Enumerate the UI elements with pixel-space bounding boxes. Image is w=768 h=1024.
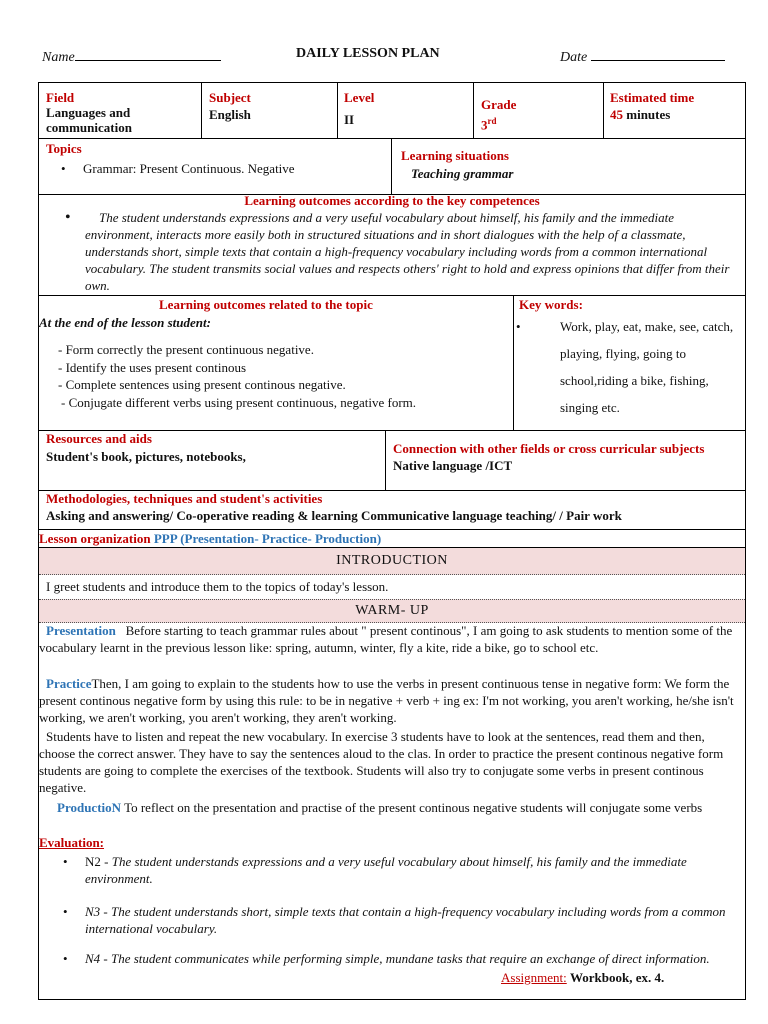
resources-label: Resources and aids	[46, 431, 152, 446]
topic-outcomes-label: Learning outcomes related to the topic	[159, 297, 373, 312]
subject-label: Subject	[209, 90, 251, 105]
methodologies-label: Methodologies, techniques and student's activities	[46, 491, 323, 506]
outcome-item-2: - Identify the uses present continous	[58, 360, 247, 375]
field-value: Languages and communication	[46, 105, 132, 135]
keywords-list: Work, play, eat, make, see, catch, playing, flying, going to school,riding a bike, fishing, singing etc.	[560, 319, 734, 415]
level-label: Level	[344, 90, 375, 105]
topic-outcomes-intro: At the end of the lesson student:	[39, 315, 211, 330]
practice-paragraph: PracticeThen, I am going to explain to the students how to use the verbs in present continuous tense in negative form: We form the present continous negative form by using this rule: to be in negative + verb + ing ex: I'm not working, you aren't working, he/she isn't working, we aren't working, you aren't working, they aren't working.	[39, 676, 734, 725]
introduction-text: I greet students and introduce them to the topics of today's lesson.	[46, 579, 389, 594]
grade-label: Grade	[481, 97, 517, 112]
methodologies-value: Asking and answering/ Co-operative reading & learning Communicative language teaching/ / Pair work	[46, 508, 622, 523]
outcome-item-4: - Conjugate different verbs using present continuous, negative form.	[61, 395, 417, 410]
name-blank	[75, 46, 221, 61]
evaluation-item-n2: N2 - The student understands expressions and a very useful vocabulary about himself, his family and the immediate environment.	[85, 854, 687, 886]
name-label: Name	[42, 46, 221, 66]
connection-cell: Connection with other fields or cross curricular subjects Native language /ICT	[393, 441, 705, 473]
date-label: Date	[560, 46, 725, 66]
introduction-header: INTRODUCTION	[39, 547, 745, 575]
learning-situations-value: Teaching grammar	[411, 166, 514, 181]
assignment: Assignment: Workbook, ex. 4.	[501, 970, 665, 985]
presentation-paragraph: Presentation Before starting to teach grammar rules about " present continous", I am going to ask students to mention some of the vocabulary learnt in the previous lesson like: spring, autumn, winter, fly a kite, ride a bike, go to school etc.	[39, 623, 733, 655]
topics-label: Topics	[46, 141, 82, 156]
grade-value: 3rd	[481, 116, 497, 133]
evaluation-item-n4: N4 - The student communicates while performing simple, mundane tasks that require an exchange of direct information.	[85, 951, 710, 966]
outcome-item-1: - Form correctly the present continuous negative.	[58, 342, 314, 357]
bullet: •	[65, 209, 71, 226]
lesson-plan-table	[38, 82, 746, 1000]
production-paragraph: ProductioN To reflect on the presentation and practise of the present continous negative students will conjugate some verbs	[57, 800, 703, 815]
level-value: II	[344, 112, 355, 127]
evaluation-item-n3: N3 - The student understands short, simple texts that contain a high-frequency vocabulary including words from a common international vocabulary.	[85, 904, 726, 936]
lesson-organization: Lesson organization PPP (Presentation- Practice- Production)	[39, 531, 382, 546]
key-competences-label: Learning outcomes according to the key competences	[244, 193, 540, 208]
time-label: Estimated time	[610, 90, 695, 105]
field-label: Field	[46, 90, 75, 105]
document-title: DAILY LESSON PLAN	[296, 46, 440, 61]
warmup-header: WARM- UP	[39, 599, 745, 623]
evaluation-label: Evaluation:	[39, 835, 105, 850]
keywords-label: Key words:	[519, 297, 583, 312]
time-value: 45 minutes	[610, 107, 671, 122]
subject-value: English	[209, 107, 251, 122]
resources-value: Student's book, pictures, notebooks,	[46, 449, 246, 464]
learning-situations-label: Learning situations	[401, 148, 509, 163]
outcome-item-3: - Complete sentences using present continous negative.	[58, 377, 346, 392]
topics-item: Grammar: Present Continuous. Negative	[83, 161, 295, 176]
practice-paragraph-2: Students have to listen and repeat the new vocabulary. In exercise 3 students have to look at the sentences, read them and then, choose the correct answer. They have to say the sentences aloud to the clas. In order to practice the present continous negative form students are going to complete the exercises of the textbook. Students will also try to conjugate some verbs in present continous negative.	[39, 729, 724, 795]
date-blank	[591, 46, 725, 61]
key-competences-text: The student understands expressions and a very useful vocabulary about himself, his family and the immediate environment, interacts more easily both in structured situations and in short dialogues with the help of a classmate, understands short, simple texts that contain a high-frequency vocabulary including words from a common international vocabulary. The student transmits social values and respects others' right to hold and express opinions that differ from their own.	[85, 210, 730, 293]
